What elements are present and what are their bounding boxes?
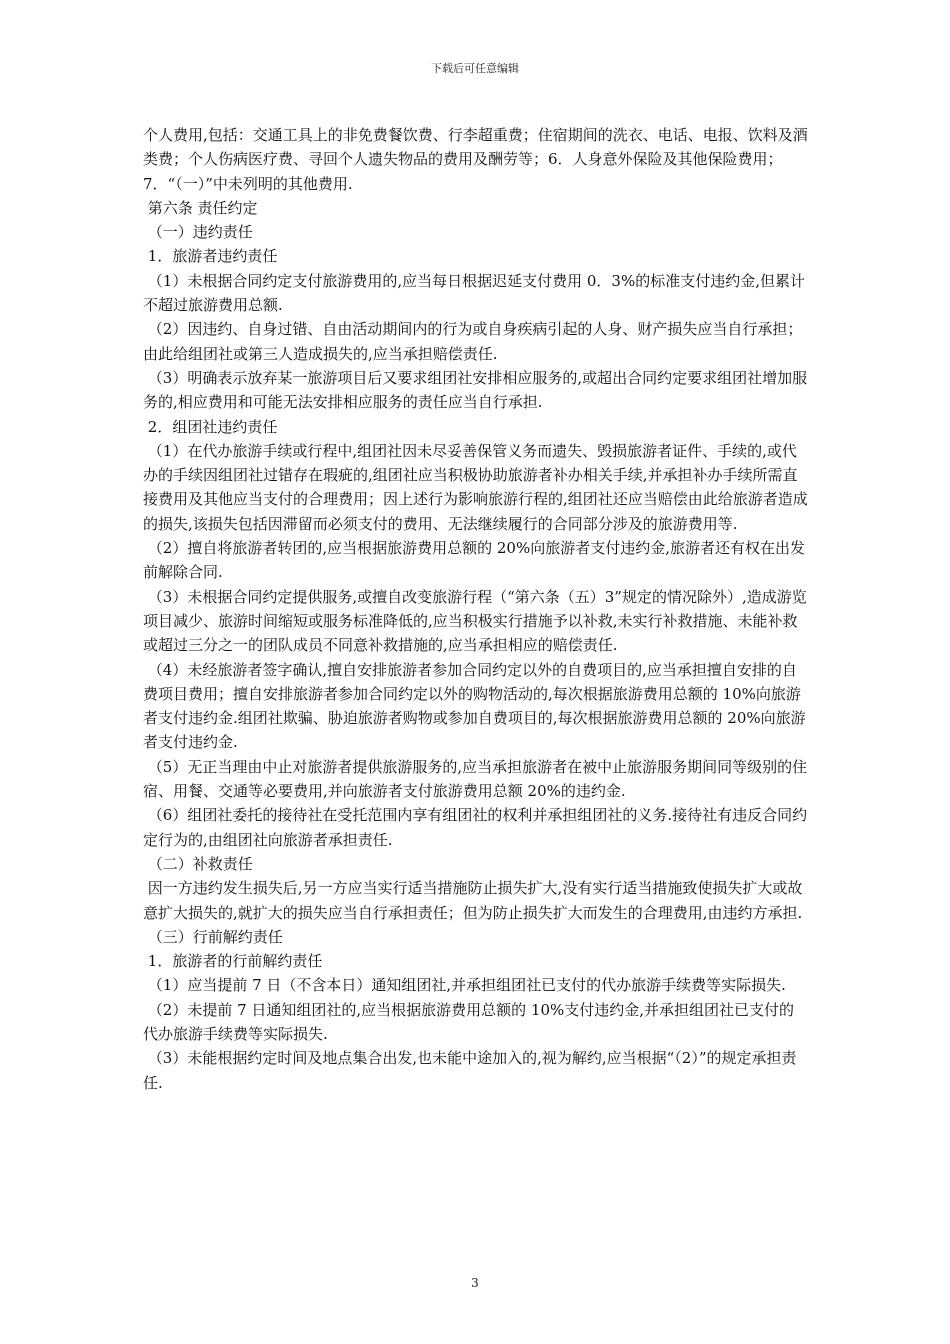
paragraph-tourist-cancellation-3: （3）未能根据约定时间及地点集合出发,也未能中途加入的,视为解约,应当根据“（2）”的规定承担责任. [143, 1049, 797, 1092]
paragraph-agency-breach-6: （6）组团社委托的接待社在受托范围内享有组团社的权利并承担组团社的义务.接待社有违反合同约定行为的,由组团社向旅游者承担责任. [143, 806, 808, 849]
heading-remedy-liability: （二）补救责任 [143, 854, 253, 873]
paragraph-tourist-breach-2: （2）因违约、自身过错、自由活动期间内的行为或自身疾病引起的人身、财产损失应当自行承担；由此给组团社或第三人造成损失的,应当承担赔偿责任. [143, 320, 803, 363]
paragraph-tourist-cancellation-2: （2）未提前 7 日通知组团社的,应当根据旅游费用总额的 10%支付违约金,并承担组团社已支付的代办旅游手续费等实际损失. [143, 1000, 795, 1043]
paragraph-agency-breach-2: （2）擅自将旅游者转团的,应当根据旅游费用总额的 20%向旅游者支付违约金,旅游者还有权在出发前解除合同. [143, 539, 805, 582]
document-body [143, 123, 809, 1095]
heading-tourist-cancellation: 1．旅游者的行前解约责任 [143, 952, 323, 971]
paragraph-tourist-breach-3: （3）明确表示放弃某一旅游项目后又要求组团社安排相应服务的,或超出合同约定要求组团社增加服务的,相应费用和可能无法安排相应服务的责任应当自行承担. [143, 368, 808, 412]
paragraph-tourist-cancellation-1: （1）应当提前 7 日（不含本日）通知组团社,并承担组团社已支付的代办旅游手续费等实际损失. [143, 976, 786, 995]
page-header: 下载后可任意编辑 [431, 62, 519, 75]
paragraph-agency-breach-1: （1）在代办旅游手续或行程中,组团社因未尽妥善保管义务而遗失、毁损旅游者证件、手续的,或代办的手续因组团社过错存在瑕疵的,组团社应当积极协助旅游者补办相关手续,并承担补办手续所需直接费用及其他应当支付的合理费用；因上述行为影响旅游行程的,组团社还应当赔偿由此给旅游者造成的损失,该损失包括因滞留而必须支付的费用、无法继续履行的合同部分涉及的旅游费用等. [143, 441, 808, 533]
paragraph-agency-breach-4: （4）未经旅游者签字确认,擅自安排旅游者参加合同约定以外的自费项目的,应当承担擅自安排的自费项目费用；擅自安排旅游者参加合同约定以外的购物活动的,每次根据旅游费用总额的 10%向旅游者支付违约金.组团社欺骗、胁迫旅游者购物或参加自费项目的,每次根据旅游费用总额的 20%向旅游者支付违约金. [143, 660, 806, 752]
paragraph-agency-breach-3: （3）未根据合同约定提供服务,或擅自改变旅游行程（“第六条（五）3”规定的情况除外）,造成游览项目减少、旅游时间缩短或服务标准降低的,应当积极实行措施予以补救,未实行补救措施、未能补救或超过三分之一的团队成员不同意补救措施的,应当承担相应的赔偿责任. [143, 587, 807, 655]
paragraph-tourist-breach-1: （1）未根据合同约定支付旅游费用的,应当每日根据迟延支付费用 0．3%的标准支付违约金,但累计不超过旅游费用总额. [143, 271, 805, 315]
heading-article-six: 第六条 责任约定 [143, 198, 258, 217]
page-number: 3 [471, 1276, 479, 1290]
paragraph-personal-expenses: 个人费用,包括：交通工具上的非免费餐饮费、行李超重费；住宿期间的洗衣、电话、电报、饮料及酒类费；个人伤病医疗费、寻回个人遗失物品的费用及酬劳等；6．人身意外保险及其他保险费用；7．“（一）”中未列明的其他费用. [143, 126, 808, 193]
heading-pre-trip-cancellation: （三）行前解约责任 [143, 927, 283, 946]
paragraph-agency-breach-5: （5）无正当理由中止对旅游者提供旅游服务的,应当承担旅游者在被中止旅游服务期间同等级别的住宿、用餐、交通等必要费用,并向旅游者支付旅游费用总额 20%的违约金. [143, 757, 808, 801]
heading-tourist-breach: 1．旅游者违约责任 [143, 247, 278, 266]
heading-breach-liability: （一）违约责任 [143, 223, 253, 242]
heading-agency-breach: 2．组团社违约责任 [143, 417, 278, 436]
paragraph-remedy-liability: 因一方违约发生损失后,另一方应当实行适当措施防止损失扩大,没有实行适当措施致使损失扩大或故意扩大损失的,就扩大的损失应当自行承担责任；但为防止损失扩大而发生的合理费用,由违约方承担. [143, 879, 803, 922]
